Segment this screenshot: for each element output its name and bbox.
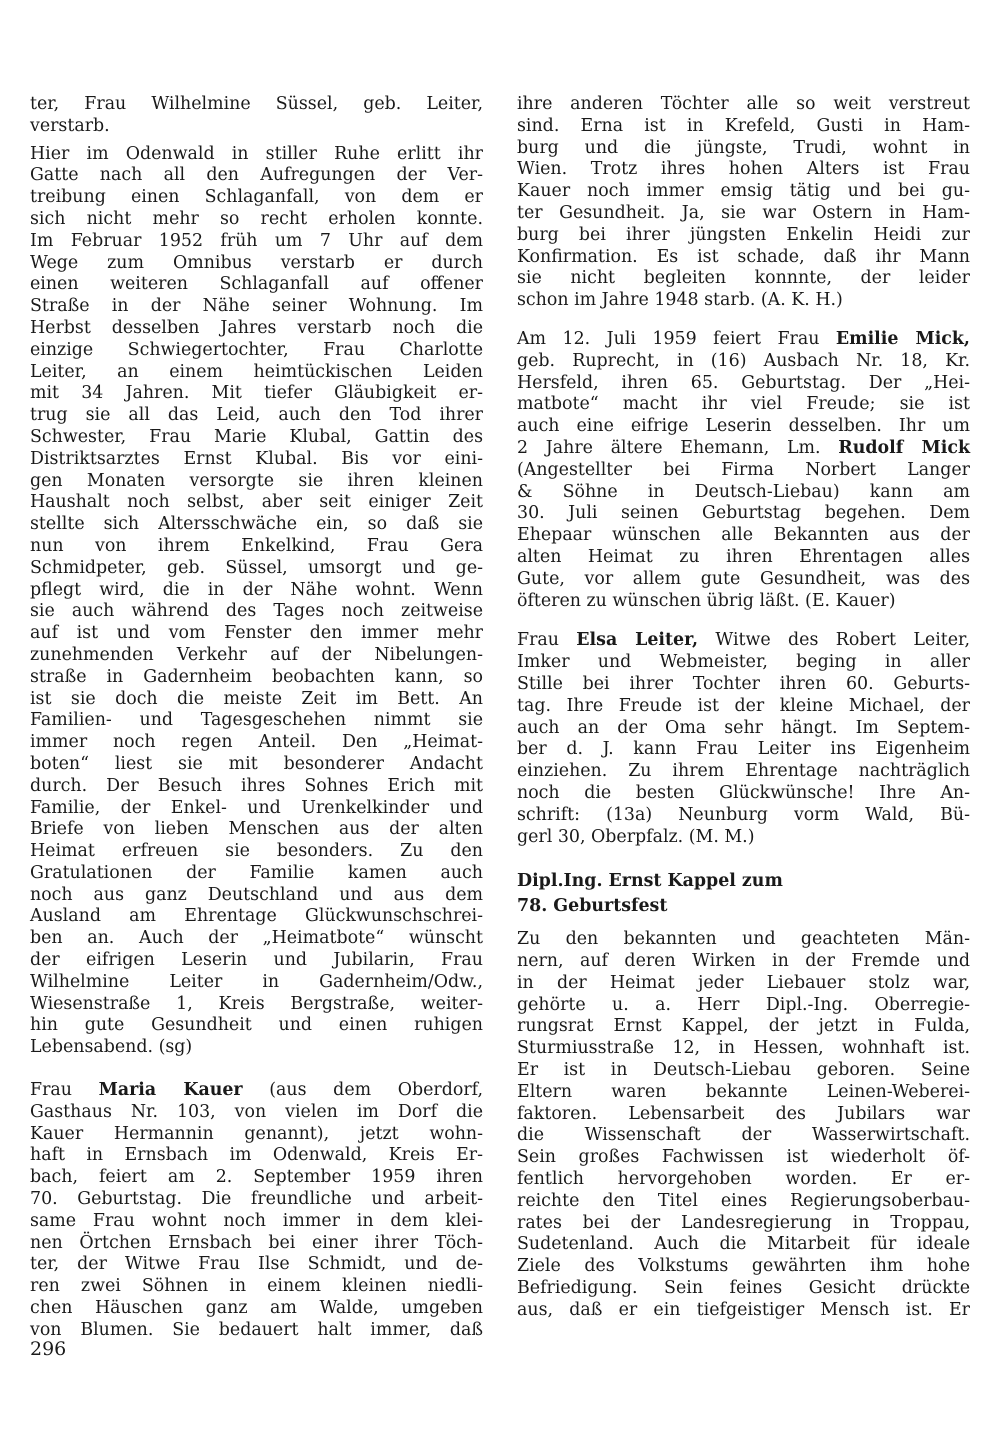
text-line: faktoren. Lebensarbeit des Jubilars war — [517, 1103, 970, 1124]
text-line: sich nicht mehr so recht erholen konnte. — [30, 208, 483, 229]
text-line: ben an. Auch der „Heimatbote“ wünscht — [30, 928, 483, 949]
text-line: ter Gesundheit. Ja, sie war Ostern in Ham- — [517, 202, 970, 223]
text-line: Briefe von lieben Menschen aus der alten — [30, 819, 483, 840]
text-line: Ziele des Volkstums gewährten ihm hohe — [517, 1256, 970, 1277]
text-line: sie auch während des Tages noch zeitweise — [30, 601, 483, 622]
text-line: (Angestellter bei Firma Norbert Langer — [517, 459, 970, 480]
text-line: 30. Juli seinen Geburtstag begehen. Dem — [517, 503, 970, 524]
text-line: Stille bei ihrer Tochter ihren 60. Geburts- — [517, 673, 970, 694]
text-line: Dipl.Ing. Ernst Kappel zum — [517, 871, 783, 892]
text-line: zunehmenden Verkehr auf der Nibelungen- — [30, 644, 483, 665]
text-line: Wilhelmine Leiter in Gadernheim/Odw., — [30, 971, 483, 992]
text-line: nen Örtchen Ernsbach bei einer ihrer Töch- — [30, 1232, 483, 1253]
text-line: stellte sich Altersschwäche ein, so daß sie — [30, 514, 483, 535]
text-segment: Frau — [517, 630, 577, 651]
text-line: Ehepaar wünschen alle Bekannten aus der — [517, 525, 970, 546]
text-line: nern, auf deren Wirken in der Fremde und — [517, 951, 970, 972]
text-line: burg bei ihrer jüngsten Enkelin Heidi zur — [517, 224, 970, 245]
text-line: Kauer noch immer emsig tätig und bei gu- — [517, 181, 970, 202]
right-column — [517, 94, 970, 1322]
text-line: Wege zum Omnibus verstarb er durch — [30, 252, 483, 273]
text-line: Schmidpeter, geb. Süssel, umsorgt und ge- — [30, 557, 483, 578]
text-line: Schwester, Frau Marie Klubal, Gattin des — [30, 426, 483, 447]
text-line: pflegt wird, die in der Nähe wohnt. Wenn — [30, 579, 483, 600]
text-line: tag. Ihre Freude ist der kleine Michael, der — [517, 695, 970, 716]
text-line: Heimat erfreuen sie besonders. Zu den — [30, 841, 483, 862]
text-line: noch aus ganz Deutschland und aus dem — [30, 884, 483, 905]
text-line: haft in Ernsbach im Odenwald, Kreis Er- — [30, 1145, 483, 1166]
text-line: mit 34 Jahren. Mit tiefer Gläubigkeit er- — [30, 383, 483, 404]
text-line: Gratulationen der Familie kamen auch — [30, 862, 483, 883]
text-line: trug sie all das Leid, auch den Tod ihrer — [30, 405, 483, 426]
article-paragraph — [517, 329, 970, 612]
text-segment: (aus dem Oberdorf, — [242, 1080, 484, 1101]
text-line: ber d. J. kann Frau Leiter ins Eigenheim — [517, 739, 970, 760]
text-line: Konfirmation. Es ist schade, daß ihr Mann — [517, 246, 970, 267]
text-line: schon im Jahre 1948 starb. (A. K. H.) — [517, 290, 843, 311]
text-line: auch eine eifrige Leserin desselben. Ihr um — [517, 416, 970, 437]
text-line: Zu den bekannten und geachteten Män- — [517, 929, 970, 950]
text-line: Sein großes Fachwissen ist wiederholt öf- — [517, 1147, 970, 1168]
text-line: Gute, vor allem gute Gesundheit, was des — [517, 568, 970, 589]
article-paragraph — [30, 1080, 483, 1342]
text-line: matbote“ macht ihr viel Freude; sie ist — [517, 394, 970, 415]
person-name: Maria Kauer — [98, 1080, 243, 1101]
left-column — [30, 94, 483, 1342]
text-line: bach, feiert am 2. September 1959 ihren — [30, 1167, 483, 1188]
text-line: noch die besten Glückwünsche! Ihre An- — [517, 782, 970, 803]
text-line: reichte den Titel eines Regierungsoberbau- — [517, 1190, 970, 1211]
text-line: einziehen. Zu ihrem Ehrentage nachträglich — [517, 761, 970, 782]
text-line: auch an der Oma sehr hängt. Im Septem- — [517, 717, 970, 738]
text-line: Wien. Trotz ihres hohen Alters ist Frau — [517, 159, 970, 180]
text-line: Gatte nach all den Aufregungen der Ver- — [30, 165, 483, 186]
text-line — [517, 438, 970, 460]
text-line: Imker und Webmeister, beging in aller — [517, 652, 970, 673]
text-line: ist sie doch die meiste Zeit im Bett. An — [30, 688, 483, 709]
text-line: same Frau wohnt noch immer in dem klei- — [30, 1210, 483, 1231]
text-line: rates bei der Landesregierung in Troppau, — [517, 1212, 970, 1233]
text-line: gerl 30, Oberpfalz. (M. M.) — [517, 826, 755, 847]
text-line: ihre anderen Töchter alle so weit verstreut — [517, 94, 970, 114]
text-line: geb. Ruprecht, in (16) Ausbach Nr. 18, Kr. — [517, 350, 970, 371]
text-line: chen Häuschen ganz am Walde, umgeben — [30, 1298, 483, 1319]
text-line: 78. Geburtsfest — [517, 896, 668, 917]
text-line: einzige Schwiegertochter, Frau Charlotte — [30, 339, 483, 360]
text-line: rungsrat Ernst Kappel, der jetzt in Fulda, — [517, 1016, 970, 1037]
text-line: gen Monaten versorgte sie ihren kleinen — [30, 470, 483, 491]
text-line: Straße in der Nähe seiner Wohnung. Im — [30, 296, 483, 317]
person-name: Emilie Mick, — [835, 328, 970, 349]
article-paragraph — [517, 630, 970, 848]
text-line: Eltern waren bekannte Leinen-Weberei- — [517, 1081, 970, 1102]
person-name: Elsa Leiter, — [576, 630, 699, 651]
article-paragraph — [30, 94, 483, 138]
text-line: burg und die jüngste, Trudi, wohnt in — [517, 137, 970, 158]
text-line: in der Heimat jeder Liebauer stolz war, — [517, 972, 970, 993]
text-line: treibung einen Schlaganfall, von dem er — [30, 187, 483, 208]
person-name: Rudolf Mick — [838, 437, 970, 458]
text-line: Wiesenstraße 1, Kreis Bergstraße, weiter- — [30, 993, 483, 1014]
text-line: Leiter, an einem heimtückischen Leiden — [30, 361, 483, 382]
text-line: der eifrigen Leserin und Jubilarin, Frau — [30, 950, 483, 971]
text-line: Ausland am Ehrentage Glückwunschschrei- — [30, 906, 483, 927]
text-line: Sudetenland. Auch die Mitarbeit für ideale — [517, 1234, 970, 1255]
article-paragraph — [30, 144, 483, 1059]
text-line: Hier im Odenwald in stiller Ruhe erlitt ihr — [30, 143, 483, 164]
text-line: Distriktsarztes Ernst Klubal. Bis vor eini- — [30, 448, 483, 469]
text-line: hin gute Gesundheit und einen ruhigen — [30, 1015, 483, 1036]
text-line: nun von ihrem Enkelkind, Frau Gera — [30, 535, 483, 556]
text-segment: Am 12. Juli 1959 feiert Frau — [517, 328, 836, 349]
article-paragraph — [517, 94, 970, 312]
text-line: Haushalt noch selbst, aber seit einiger Zeit — [30, 492, 483, 513]
text-line: die Wissenschaft der Wasserwirtschaft. — [517, 1125, 970, 1146]
text-line: fentlich hervorgehoben worden. Er er- — [517, 1169, 970, 1190]
text-line: straße in Gadernheim beobachten kann, so — [30, 666, 483, 687]
text-line: Kauer Hermannin genannt), jetzt wohn- — [30, 1123, 483, 1144]
text-line: schrift: (13a) Neunburg vorm Wald, Bü- — [517, 804, 970, 825]
text-line: Lebensabend. (sg) — [30, 1037, 193, 1058]
text-line: einen weiteren Schlaganfall auf offener — [30, 274, 483, 295]
text-line: ter, der Witwe Frau Ilse Schmidt, und de- — [30, 1254, 483, 1275]
text-line: ter, Frau Wilhelmine Süssel, geb. Leiter, — [30, 94, 483, 114]
text-line: gehörte u. a. Herr Dipl.-Ing. Oberregie- — [517, 994, 970, 1015]
text-line: Gasthaus Nr. 103, von vielen im Dorf die — [30, 1101, 483, 1122]
text-line: aus, daß er ein tiefgeistiger Mensch ist. Er — [517, 1299, 970, 1320]
text-segment: Witwe des Robert Leiter, — [698, 630, 970, 651]
text-line: ren zwei Söhnen in einem kleinen niedli- — [30, 1276, 483, 1297]
text-segment: 2 Jahre ältere Ehemann, Lm. — [517, 437, 839, 458]
text-line: Sturmiusstraße 12, in Hessen, wohnhaft ist. — [517, 1038, 970, 1059]
text-line: durch. Der Besuch ihres Sohnes Erich mit — [30, 775, 483, 796]
section-heading — [517, 869, 970, 919]
text-line: Befriedigung. Sein feines Gesicht drückte — [517, 1278, 970, 1299]
text-line: Familie, der Enkel- und Urenkelkinder und — [30, 797, 483, 818]
text-line: Im Februar 1952 früh um 7 Uhr auf dem — [30, 230, 483, 251]
text-line: verstarb. — [30, 115, 110, 136]
text-line: boten“ liest sie mit besonderer Andacht — [30, 753, 483, 774]
text-line: immer noch regen Anteil. Den „Heimat- — [30, 732, 483, 753]
text-line: Familien- und Tagesgeschehen nimmt sie — [30, 710, 483, 731]
text-line: Hersfeld, ihren 65. Geburtstag. Der „Hei- — [517, 372, 970, 393]
text-line — [30, 1080, 483, 1102]
text-line: & Söhne in Deutsch-Liebau) kann am — [517, 481, 970, 502]
text-line: alten Heimat zu ihren Ehrentagen alles — [517, 546, 970, 567]
text-line: 70. Geburtstag. Die freundliche und arbeit- — [30, 1189, 483, 1210]
text-line: öfteren zu wünschen übrig läßt. (E. Kauer) — [517, 590, 896, 611]
text-line: sind. Erna ist in Krefeld, Gusti in Ham- — [517, 115, 970, 136]
text-line: Er ist in Deutsch-Liebau geboren. Seine — [517, 1060, 970, 1081]
text-line: Herbst desselben Jahres verstarb noch die — [30, 317, 483, 338]
article-paragraph — [517, 929, 970, 1321]
text-line: auf ist und vom Fenster den immer mehr — [30, 623, 483, 644]
text-line — [517, 630, 970, 652]
text-segment: Frau — [30, 1080, 99, 1101]
text-line — [517, 329, 970, 351]
page-number: 296 — [30, 1338, 67, 1360]
text-line: von Blumen. Sie bedauert halt immer, daß — [30, 1319, 483, 1340]
text-line: sie nicht begleiten konnnte, der leider — [517, 268, 970, 289]
